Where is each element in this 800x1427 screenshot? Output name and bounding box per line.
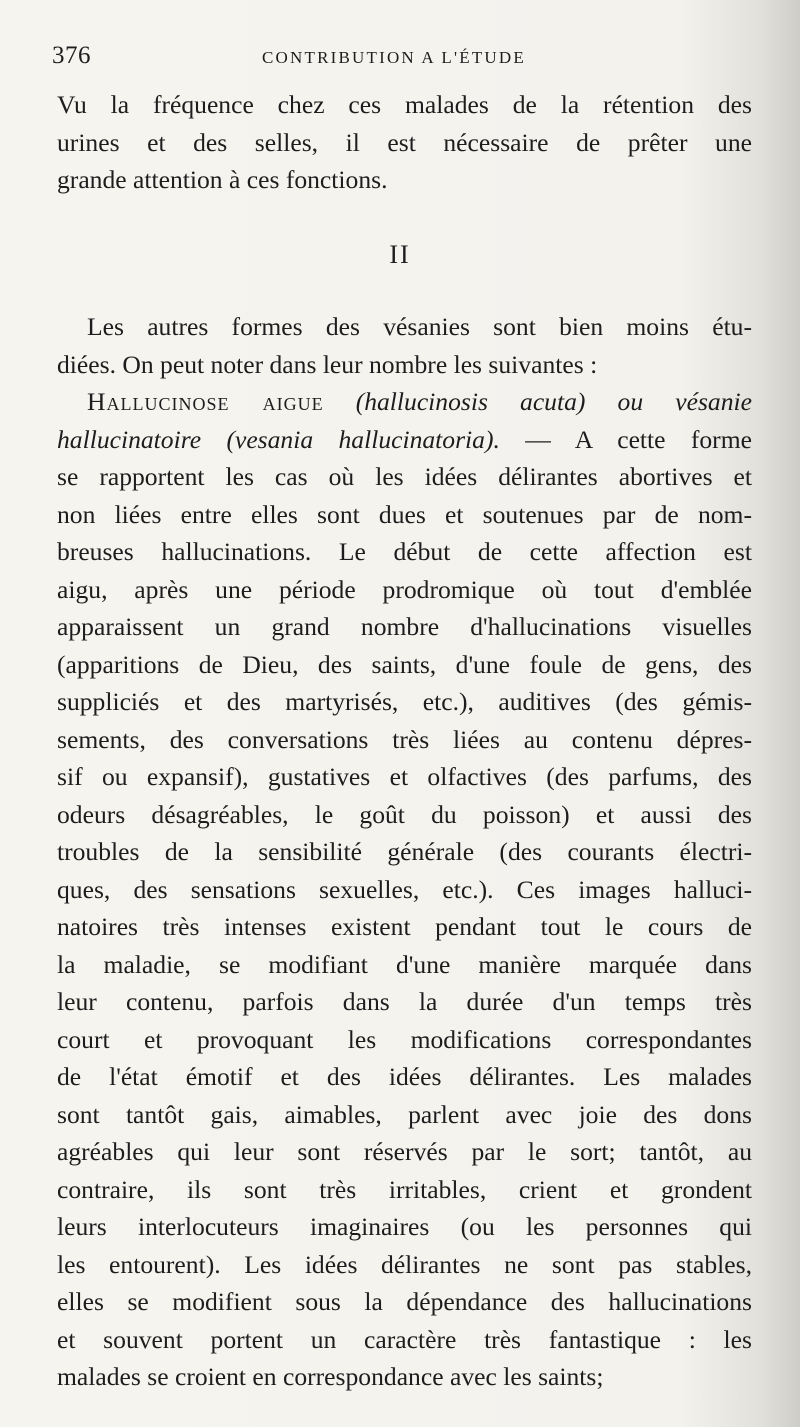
text-line: agréables qui leur sont réservés par le sort; tantôt, au (57, 1137, 752, 1166)
page-header (52, 42, 752, 76)
entry-term: Hallucinose aigue (87, 387, 324, 416)
text-line: odeurs désagréables, le goût du poisson) et aussi des (57, 799, 752, 829)
entry-term-latin-2: (vesania hallucinatoria). (226, 424, 500, 454)
text-line: contraire, ils sont très irritables, crient et grondent (57, 1174, 752, 1204)
entry-term-alt-2: hallucinatoire (57, 424, 202, 454)
text-line: Vu la fréquence chez ces malades de la rétention des (57, 90, 752, 119)
entry-term-or: ou (617, 387, 644, 416)
text-line: aigu, après une période prodromique où tout d'emblée (57, 574, 752, 604)
entry-term-line-2 (57, 421, 752, 459)
entry-term-latin: (hallucinosis acuta) (355, 387, 586, 416)
text-line: Les autres formes des vésanies sont bien moins étu- (87, 312, 752, 341)
text-line: urines et des selles, il est nécessaire de prêter une (57, 127, 752, 157)
paragraph-body (57, 458, 752, 1396)
text-line: sements, des conversations très liées au contenu dépres- (57, 724, 752, 754)
paragraph-top (57, 86, 752, 199)
paragraph-main (57, 308, 752, 1396)
text-line: apparaissent un grand nombre d'hallucinations visuelles (57, 612, 752, 641)
section-heading: II (389, 240, 411, 269)
text-line: (apparitions de Dieu, des saints, d'une foule de gens, des (57, 649, 752, 679)
text-line: court et provoquant les modifications correspondantes (57, 1024, 752, 1054)
text-line: malades se croient en correspondance avec les saints; (57, 1362, 604, 1391)
page-number: 376 (52, 42, 91, 69)
text-line: breuses hallucinations. Le début de cette affection est (57, 537, 752, 566)
running-head: CONTRIBUTION A L'ÉTUDE (262, 48, 526, 67)
text-line: sif ou expansif), gustatives et olfactives (des parfums, des (57, 762, 752, 791)
text-line: grande attention à ces fonctions. (57, 165, 388, 194)
text-line: non liées entre elles sont dues et soutenues par de nom- (57, 499, 752, 529)
text-line: suppliciés et des martyrisés, etc.), auditives (des gémis- (57, 687, 752, 716)
text-line: se rapportent les cas où les idées délirantes abortives et (57, 462, 752, 491)
text-line: la maladie, se modifiant d'une manière marquée dans (57, 949, 752, 979)
entry-term-line (57, 383, 752, 421)
text-line: natoires très intenses existent pendant tout le cours de (57, 912, 752, 941)
text-line: de l'état émotif et des idées délirantes. Les malades (57, 1062, 752, 1091)
text-line: les entourent). Les idées délirantes ne sont pas stables, (57, 1249, 752, 1279)
text-line: diées. On peut noter dans leur nombre les suivantes : (57, 349, 598, 379)
text-line: leurs interlocuteurs imaginaires (ou les personnes qui (57, 1212, 752, 1241)
text-line: et souvent portent un caractère très fantastique : les (57, 1324, 752, 1354)
text-line: ques, des sensations sexuelles, etc.). Ces images halluci- (57, 874, 752, 904)
entry-term-alt: vésanie (675, 387, 752, 416)
text-line: elles se modifient sous la dépendance des hallucinations (57, 1287, 752, 1316)
text-line: troubles de la sensibilité générale (des courants électri- (57, 837, 752, 866)
text-line: leur contenu, parfois dans la durée d'un temps très (57, 987, 752, 1016)
entry-term-rest: — A cette forme (525, 424, 752, 454)
text-line: sont tantôt gais, aimables, parlent avec joie des dons (57, 1099, 752, 1129)
